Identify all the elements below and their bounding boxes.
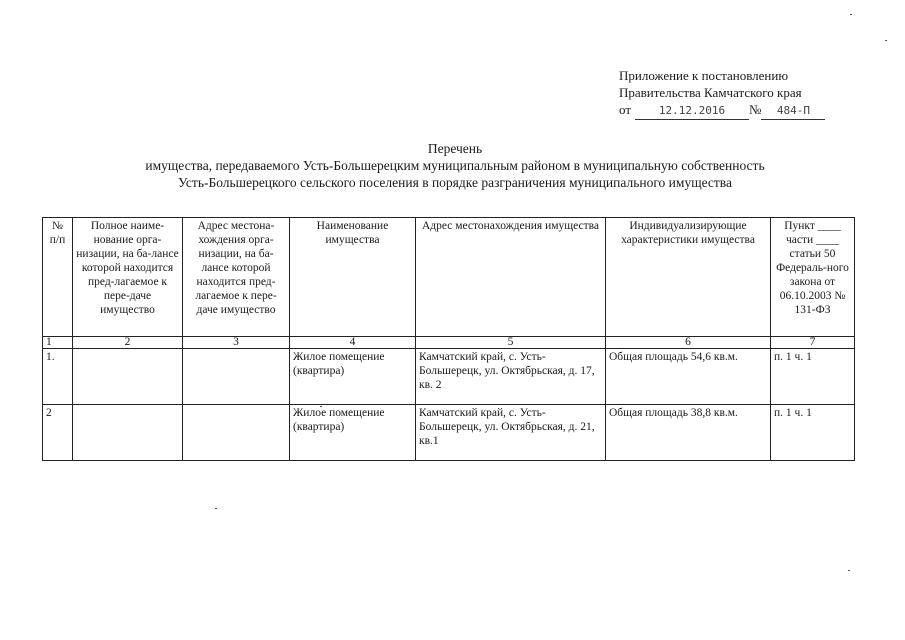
org-name-cell <box>73 405 183 461</box>
scan-speck <box>848 570 850 571</box>
title-line-2: имущества, передаваемого Усть-Большерецким муниципальным районом в муниципальную собственность <box>145 158 765 173</box>
header-cell-characteristics: Индивидуализирующие характеристики имущества <box>606 218 771 337</box>
column-number-row <box>43 337 855 349</box>
appendix-line-2: Правительства Камчатского края <box>619 85 802 100</box>
column-number-cell: 4 <box>290 337 416 349</box>
appendix-block <box>619 67 869 120</box>
column-number-cell: 1 <box>43 337 73 349</box>
header-cell-org-name: Полное наиме-нование орга-низации, на ба-лансе которой находится пред-лагаемое к пере-даче имущество <box>73 218 183 337</box>
scan-speck <box>320 406 322 407</box>
property-address-cell: Камчатский край, с. Усть-Большерецк, ул. Октябрьская, д. 17, кв. 2 <box>416 349 606 405</box>
header-cell-org-address: Адрес местона-хождения орга-низации, на ба-лансе которой находится пред-лагаемое к пере-даче имущество <box>183 218 290 337</box>
scan-speck <box>215 508 217 509</box>
row-number-cell: 2 <box>43 405 73 461</box>
property-address-cell: Камчатский край, с. Усть-Большерецк, ул. Октябрьская, д. 21, кв.1 <box>416 405 606 461</box>
property-name-cell: Жилое помещение (квартира) <box>290 405 416 461</box>
column-number-cell: 2 <box>73 337 183 349</box>
header-cell-property-name: Наименование имущества <box>290 218 416 337</box>
title-line-1: Перечень <box>427 141 483 156</box>
characteristics-cell: Общая площадь 54,6 кв.м. <box>606 349 771 405</box>
org-address-cell <box>183 405 290 461</box>
row-number-cell: 1. <box>43 349 73 405</box>
column-number-cell: 6 <box>606 337 771 349</box>
law-clause-cell: п. 1 ч. 1 <box>771 349 855 405</box>
number-value: 484-П <box>761 102 825 120</box>
property-table <box>42 217 855 461</box>
characteristics-cell: Общая площадь 38,8 кв.м. <box>606 405 771 461</box>
org-address-cell <box>183 349 290 405</box>
law-clause-cell: п. 1 ч. 1 <box>771 405 855 461</box>
header-cell-number: № п/п <box>43 218 73 337</box>
date-prefix: от <box>619 102 632 117</box>
header-cell-law-clause: Пункт ____ части ____ статьи 50 Федераль-ного закона от 06.10.2003 № 131-ФЗ <box>771 218 855 337</box>
date-value: 12.12.2016 <box>635 102 749 120</box>
column-number-cell: 5 <box>416 337 606 349</box>
table-row <box>43 405 855 461</box>
appendix-date-line <box>619 101 869 120</box>
scan-speck <box>885 40 887 41</box>
title-line-3: Усть-Большерецкого сельского поселения в порядке разграничения муниципального имущества <box>177 175 732 190</box>
appendix-line-1: Приложение к постановлению <box>619 68 789 83</box>
property-name-cell: Жилое помещение (квартира) <box>290 349 416 405</box>
header-row <box>43 218 855 337</box>
table-row <box>43 349 855 405</box>
org-name-cell <box>73 349 183 405</box>
document-title <box>60 140 850 191</box>
number-prefix: № <box>749 102 762 117</box>
header-cell-property-address: Адрес местонахождения имущества <box>416 218 606 337</box>
column-number-cell: 3 <box>183 337 290 349</box>
scan-speck <box>850 14 852 15</box>
column-number-cell: 7 <box>771 337 855 349</box>
